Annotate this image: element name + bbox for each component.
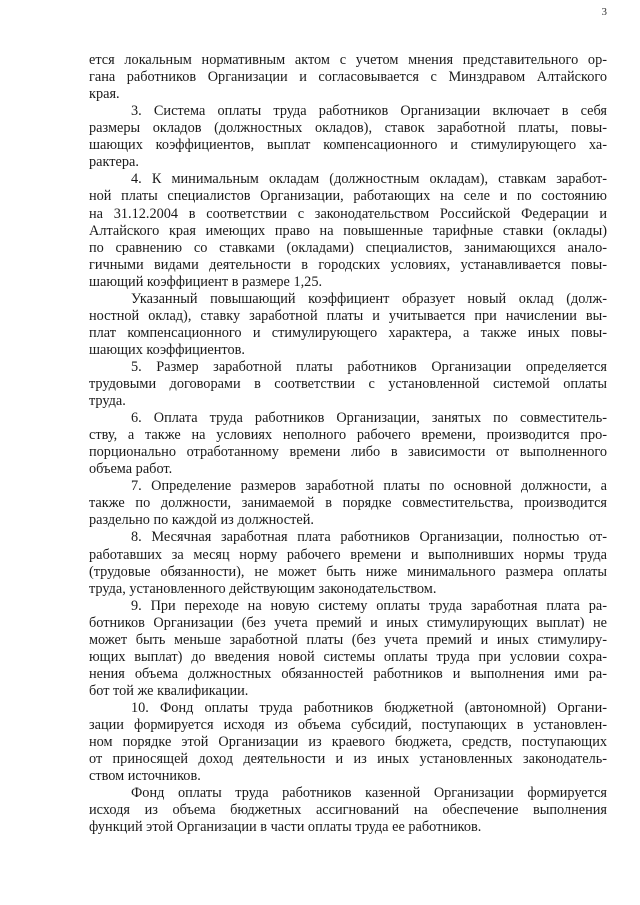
text-line: шающих коэффициентов, выплат компенсационного и стимулирующего ха- [89,137,607,154]
text-line: гичными видами деятельности в городских условиях, устанавливается повы- [89,256,607,273]
text-line: на 31.12.2004 в соответствии с законодательством Российской Федерации и [89,205,607,222]
text-line: зации формируется исходя из объема субсидий, поступающих в установлен- [89,717,607,733]
text-line: объема работ. [89,461,173,478]
text-line: рактера. [89,154,139,171]
text-line: раздельно по каждой из должностей. [89,512,314,529]
text-line: 7. Определение размеров заработной платы по основной должности, а [131,478,607,495]
text-line: шающих коэффициентов. [89,341,245,358]
text-line: порционально отработанному времени либо в зависимости от выполненного [89,444,607,461]
text-line: ством источников. [89,768,201,785]
text-line: 10. Фонд оплаты труда работников бюджетной (автономной) Органи- [131,699,607,716]
text-line: трудовыми договорами в соответствии с установленной системой оплаты [89,375,607,392]
text-line: (трудовые обязанности), не может быть ниже минимального размера оплаты [89,563,607,580]
text-line: бот той же квалификации. [89,682,249,699]
text-line: 9. При переходе на новую систему оплаты труда заработная плата ра- [131,597,607,614]
text-line: плат компенсационного и стимулирующего характера, а также иных повы- [89,324,607,341]
text-line: ной платы специалистов Организации, работающих на селе и по состоянию [89,188,607,205]
text-line: ющих выплат) до введения новой системы оплаты труда при условии сохра- [89,648,607,665]
text-line: 4. К минимальным окладам (должностным окладам), ставкам заработ- [131,171,607,188]
text-line: ется локальным нормативным актом с учетом мнения представительного ор- [89,52,607,68]
text-line: Алтайского края имеющих право на повышенные тарифные ставки (оклады) [89,222,607,239]
text-line: края. [89,86,120,103]
text-line: нения объема должностных обязанностей работников и выполнения ими ра- [89,665,607,682]
text-line: Указанный повышающий коэффициент образует новый оклад (долж- [131,290,607,307]
text-line: по сравнению со ставками (окладами) специалистов, занимающихся анало- [89,239,607,256]
text-line: 6. Оплата труда работников Организации, занятых по совместитель- [131,410,607,427]
text-line: труда. [89,393,126,409]
text-line: от приносящей доход деятельности и из иных установленных законодатель- [89,751,607,768]
text-line: может быть меньше заработной платы (без учета премий и иных стимулиру- [89,631,607,648]
text-line: 3. Система оплаты труда работников Организации включает в себя [131,103,607,120]
text-line: размеры окладов (должностных окладов), ставок заработной платы, повы- [89,120,607,137]
text-line: функций этой Организации в части оплаты труда ее работников. [89,819,482,836]
text-line: ном порядке этой Организации из краевого бюджета, средств, поступающих [89,734,607,750]
text-line: работавших за месяц норму рабочего времени и выполнивших нормы труда [89,546,607,563]
text-line: труда, установленного действующим законодательством. [89,580,437,597]
text-line: ностной оклад), ставку заработной платы и учитывается при начислении вы- [89,307,607,324]
text-line: гана работников Организации и согласовывается с Минздравом Алтайского [89,69,607,85]
text-line: ству, а также на условиях неполного рабочего времени, производится про- [89,427,607,444]
page-number: 3 [601,6,607,18]
text-line: 8. Месячная заработная плата работников Организации, полностью от- [131,529,607,546]
text-line: также по должности, занимаемой в порядке совместительства, производится [89,495,607,512]
text-line: Фонд оплаты труда работников казенной Организации формируется [131,785,607,802]
text-line: исходя из объема бюджетных ассигнований на обеспечение выполнения [89,802,607,819]
text-line: ботников Организации (без учета премий и иных стимулирующих выплат) не [89,614,607,631]
text-line: шающий коэффициент в размере 1,25. [89,273,323,290]
text-line: 5. Размер заработной платы работников Организации определяется [131,358,607,375]
